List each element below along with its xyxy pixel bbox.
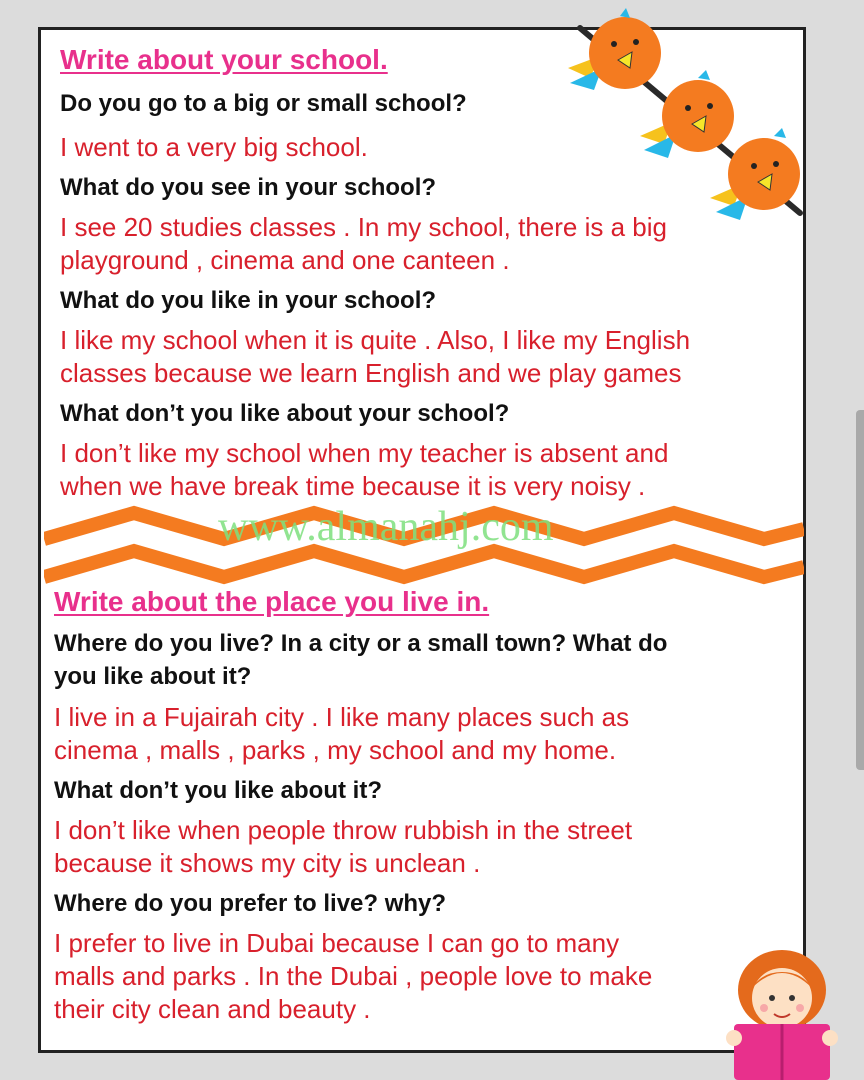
page-scrollbar[interactable] — [856, 410, 864, 770]
birds-decoration — [560, 8, 820, 228]
section2-heading: Write about the place you live in. — [54, 586, 490, 617]
answer-7-line-1: I prefer to live in Dubai because I can go to many — [54, 928, 620, 958]
answer-3-line-2: classes because we learn English and we play games — [60, 358, 682, 388]
section1-heading: Write about your school. — [60, 44, 388, 75]
bird-icon — [568, 8, 661, 90]
answer-1-line-1: I went to a very big school. — [60, 132, 368, 162]
answer-6-line-2: because it shows my city is unclean . — [54, 848, 481, 878]
answer-6-line-1: I don’t like when people throw rubbish in the street — [54, 815, 633, 845]
question-3: What do you like in your school? — [60, 287, 437, 314]
answer-7-line-2: malls and parks . In the Dubai , people love to make — [54, 961, 653, 991]
answer-7-line-3: their city clean and beauty . — [54, 994, 371, 1024]
answer-5-line-1: I live in a Fujairah city . I like many places such as — [54, 702, 630, 732]
question-2: What do you see in your school? — [60, 174, 437, 201]
answer-4-line-2: when we have break time because it is very noisy . — [60, 471, 646, 501]
bird-icon — [710, 128, 800, 220]
girl-reading-icon — [712, 948, 852, 1080]
question-5-line-2: you like about it? — [54, 663, 252, 690]
question-5-line-1: Where do you live? In a city or a small town? What do — [54, 630, 668, 657]
question-7: Where do you prefer to live? why? — [54, 890, 447, 917]
answer-3-line-1: I like my school when it is quite . Also, I like my English — [60, 325, 691, 355]
question-1: Do you go to a big or small school? — [60, 90, 467, 117]
question-4: What don’t you like about your school? — [60, 400, 510, 427]
answer-5-line-2: cinema , malls , parks , my school and my home. — [54, 735, 617, 765]
answer-4-line-1: I don’t like my school when my teacher is absent and — [60, 438, 669, 468]
answer-2-line-1: I see 20 studies classes . In my school, there is a big — [60, 212, 667, 242]
watermark: www.almanahj.com — [218, 504, 554, 550]
question-6: What don’t you like about it? — [54, 777, 382, 804]
answer-2-line-2: playground , cinema and one canteen . — [60, 245, 510, 275]
